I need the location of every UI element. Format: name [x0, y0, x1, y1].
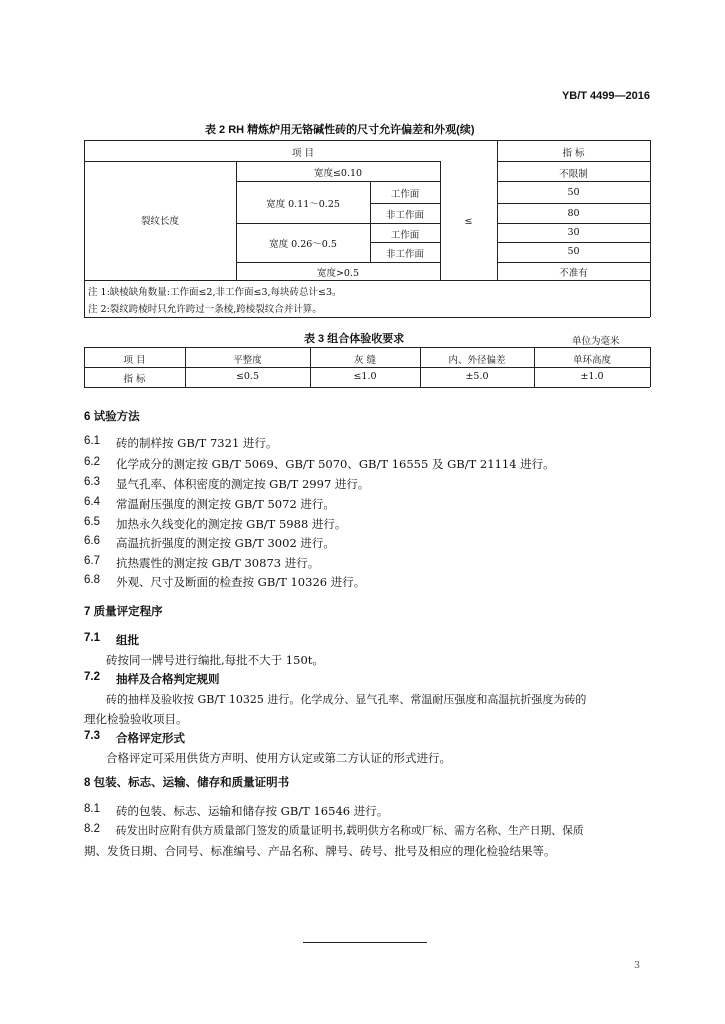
table2-rule [370, 203, 440, 204]
table2-rule [497, 181, 650, 182]
t3-head-joint: 灰 缝 [353, 355, 377, 366]
t3-value-joint: ≤1.0 [353, 371, 377, 382]
table3-rule [84, 367, 650, 368]
table2-note-2: 注 2:裂纹跨棱时只允许跨过一条棱,跨棱裂纹合并计算。 [88, 304, 322, 315]
row-label-crack-length: 裂纹长度 [140, 216, 179, 227]
width-0-11-0-25: 宽度 0.11～0.25 [266, 199, 340, 210]
clause-number: 6.4 [84, 496, 100, 508]
table2-rule [497, 203, 650, 204]
t3-value-ring-height: ±1.0 [580, 371, 604, 382]
table3-caption: 表 3 组合体验收要求 [304, 333, 405, 345]
section-7-title: 7 质量评定程序 [84, 606, 163, 618]
width-gt-0-5: 宽度>0.5 [316, 268, 360, 279]
table2-rule [370, 242, 440, 243]
section-8-title: 8 包装、标志、运输、储存和质量证明书 [84, 777, 290, 789]
table2-rule [236, 262, 440, 263]
end-rule [303, 942, 427, 943]
lte-symbol: ≤ [464, 216, 473, 227]
clause-number: 7.2 [84, 671, 100, 683]
clause-text: 加热永久线变化的测定按 GB/T 5988 进行。 [116, 517, 347, 531]
section-6-title: 6 试验方法 [84, 411, 140, 423]
clause-text: 理化检验验收项目。 [84, 712, 188, 726]
table2-rule [497, 242, 650, 243]
value-unlimited: 不限制 [559, 169, 588, 180]
clause-number: 7.3 [84, 730, 100, 742]
clause-text: 显气孔率、体积密度的测定按 GB/T 2997 进行。 [116, 477, 370, 491]
clause-text: 砖按同一牌号进行编批,每批不大于 150t。 [106, 653, 324, 667]
clause-title: 合格评定形式 [116, 733, 185, 745]
table2-rule [84, 161, 440, 162]
table2-rule [236, 223, 440, 224]
clause-number: 6.7 [84, 555, 100, 567]
t3-row-index: 指 标 [123, 374, 146, 385]
t3-head-flatness: 平整度 [233, 355, 262, 366]
width-le-0-10: 宽度≤0.10 [313, 168, 363, 179]
head-item: 项 目 [291, 148, 315, 159]
clause-number: 7.1 [84, 632, 100, 644]
clause-text: 砖的制样按 GB/T 7321 进行。 [116, 436, 278, 450]
clause-number: 6.3 [84, 476, 100, 488]
clause-number: 6.5 [84, 516, 100, 528]
t3-head-item: 项 目 [123, 355, 146, 366]
table2-rule [497, 161, 650, 162]
table2-rule [497, 262, 650, 263]
t3-value-flatness: ≤0.5 [235, 371, 260, 382]
work-face-label: 工作面 [390, 230, 420, 241]
clause-text: 抗热震性的测定按 GB/T 30873 进行。 [116, 556, 320, 570]
clause-number: 6.1 [84, 435, 100, 447]
clause-number: 6.8 [84, 574, 100, 586]
width-0-26-0-5: 宽度 0.26～0.5 [269, 239, 337, 250]
table2-rule [236, 181, 440, 182]
clause-number: 8.2 [84, 823, 100, 835]
value: 30 [567, 227, 580, 238]
clause-text: 砖的抽样及验收按 GB/T 10325 进行。化学成分、显气孔率、常温耐压强度和高温抗折强度为砖的 [106, 693, 587, 706]
clause-title: 组批 [116, 635, 139, 647]
clause-number: 6.2 [84, 456, 100, 468]
page-number: 3 [634, 960, 641, 971]
clause-text: 合格评定可采用供货方声明、使用方认定或第二方认证的形式进行。 [106, 751, 451, 765]
value: 50 [567, 246, 580, 257]
clause-number: 8.1 [84, 803, 100, 815]
clause-text: 常温耐压强度的测定按 GB/T 5072 进行。 [116, 497, 335, 511]
table3-top-rule [84, 347, 650, 348]
table2-border [650, 140, 651, 317]
standard-code: YB/T 4499—2016 [561, 90, 650, 102]
table3-unit: 单位为毫米 [572, 336, 620, 347]
non-work-face-label: 非工作面 [385, 210, 424, 221]
table2-border [84, 140, 85, 317]
clause-number: 6.6 [84, 535, 100, 547]
non-work-face-label: 非工作面 [385, 249, 424, 260]
table2-note-1: 注 1:缺棱缺角数量:工作面≤2,非工作面≤3,每块砖总计≤3。 [88, 287, 342, 298]
value: 50 [567, 187, 580, 198]
table2-bottom-rule [84, 317, 650, 318]
t3-head-diameter-dev: 内、外径偏差 [448, 355, 506, 366]
table3-border [650, 347, 651, 387]
table2-rule [497, 223, 650, 224]
head-index: 指 标 [562, 148, 585, 159]
clause-text: 化学成分的测定按 GB/T 5069、GB/T 5070、GB/T 16555 及 GB/T 21114 进行。 [116, 457, 555, 471]
clause-text: 外观、尺寸及断面的检查按 GB/T 10326 进行。 [116, 575, 366, 589]
clause-text: 期、发货日期、合同号、标准编号、产品名称、牌号、砖号、批号及相应的理化检验结果等。 [84, 844, 556, 858]
work-face-label: 工作面 [390, 189, 420, 200]
value-not-allowed: 不准有 [559, 268, 588, 279]
clause-title: 抽样及合格判定规则 [116, 674, 220, 686]
table2-top-rule [84, 140, 650, 141]
table2-caption: 表 2 RH 精炼炉用无铬碱性砖的尺寸允许偏差和外观(续) [205, 124, 475, 136]
table3-bottom-rule [84, 387, 650, 388]
table2-rule [84, 280, 650, 281]
clause-text: 高温抗折强度的测定按 GB/T 3002 进行。 [116, 536, 335, 550]
clause-text: 砖发出时应附有供方质量部门签发的质量证明书,载明供方名称或厂标、需方名称、生产日期、保质 [116, 824, 584, 837]
t3-head-ring-height: 单环高度 [572, 355, 611, 366]
value: 80 [567, 208, 580, 219]
clause-text: 砖的包装、标志、运输和储存按 GB/T 16546 进行。 [116, 804, 389, 818]
t3-value-diameter-dev: ±5.0 [465, 371, 489, 382]
